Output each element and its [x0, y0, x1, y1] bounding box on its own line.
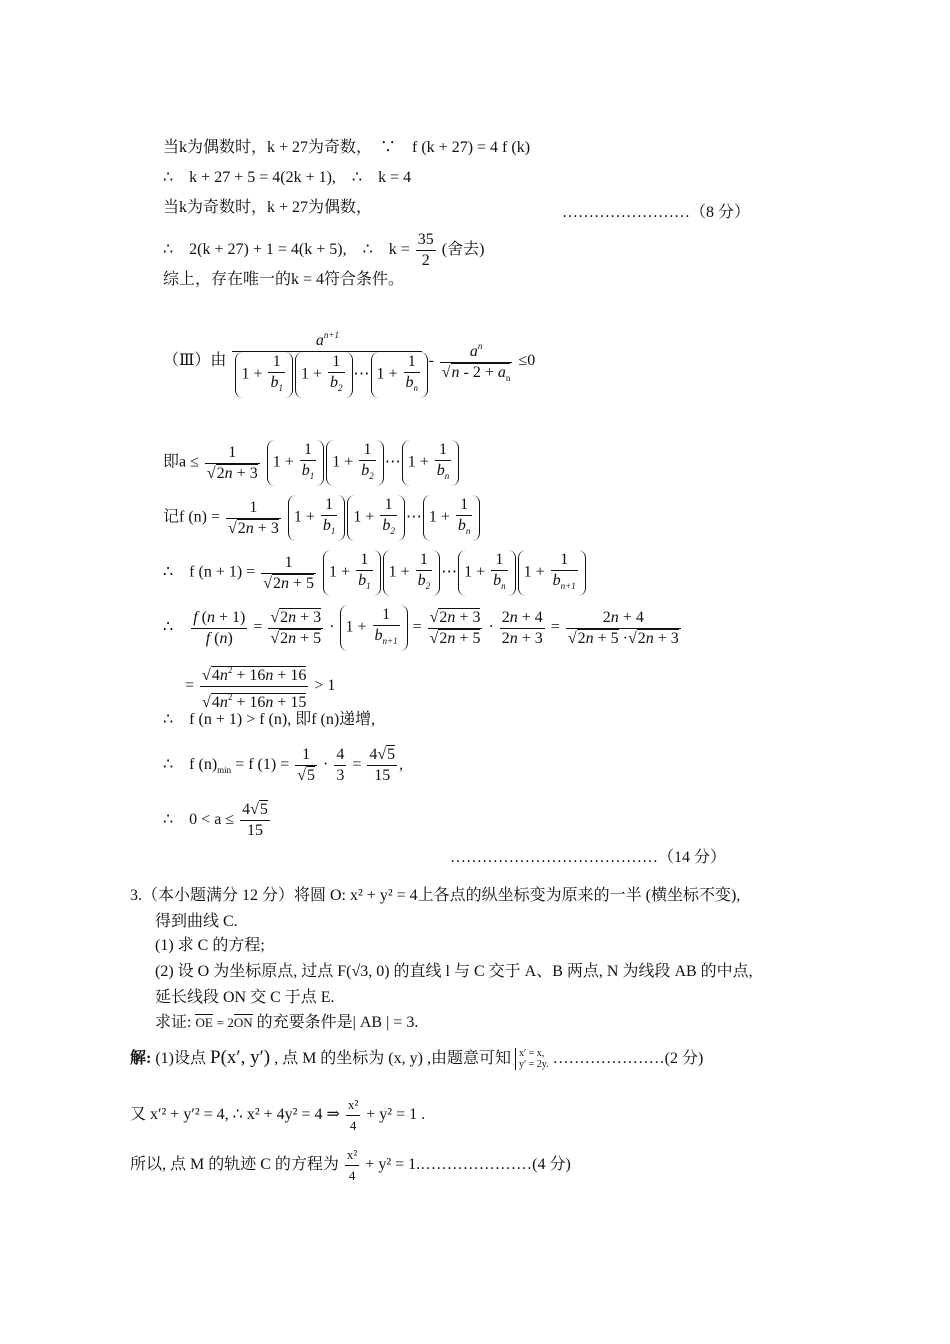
- text: ·: [323, 756, 329, 774]
- eq2: y′ = 2y.: [518, 1059, 549, 1071]
- text: 求证:: [155, 1014, 192, 1031]
- text: ∴ 2(k + 27) + 1 = 4(k + 5), ∴ k =: [163, 241, 410, 259]
- text: ·: [329, 618, 335, 636]
- problem-3-part2: (2) 设 O 为坐标原点, 过点 F(√3, 0) 的直线 l 与 C 交于 A、B 两点, N 为线段 AB 的中点,: [155, 963, 753, 980]
- part3-inequality: （Ⅲ）由 $a^{n+1}$ 1 + $\frac{1}{b_1}$ 1 + $\frac{1}{b_2}$ ⋯ 1 + $\frac{1}{b_n}$ - $\frac{a^n}{√n - 2 + a_n}$ ≤0: [163, 325, 535, 398]
- text: (1)设点: [155, 1050, 207, 1067]
- line-odd-case: 当k为奇数时，k + 27为偶数，: [163, 199, 373, 216]
- line-f-n-plus-1: ∴ f (n + 1) = $\frac{1}{√2n + 5}$ 1 + $\frac{1}{b_1}$ 1 + $\frac{1}{b_2}$ ⋯ 1 + $\frac{1}{b_n}$ 1 + $\frac{1}{b_{n+1}}$: [163, 550, 587, 596]
- solution-label: 解:: [130, 1050, 152, 1067]
- den: 2: [416, 250, 436, 271]
- num: x²: [346, 1147, 358, 1162]
- text: + y² = 1.…………………(4 分): [365, 1156, 571, 1174]
- sub: min: [217, 765, 232, 776]
- solution-line-2: [130, 1095, 425, 1136]
- text: 即a ≤: [163, 453, 199, 471]
- problem-3-part2b: 延长线段 ON 交 C 于点 E.: [155, 989, 335, 1006]
- text: ∴ f (n): [163, 756, 218, 774]
- text: （Ⅲ）由: [163, 352, 227, 370]
- line-even-case: 当k为偶数时，k + 27为奇数， ∵ f (k + 27) = 4 f (k): [163, 139, 531, 156]
- line-a-range: ∴ 0 < a ≤ $\frac{4√5}{15}$: [163, 801, 268, 839]
- num: x²: [347, 1097, 359, 1112]
- problem-3-stem: 3.（本小题满分 12 分）将圆 O: x² + y² = 4上各点的纵坐标变为原来的一半 (横坐标不变),: [130, 887, 741, 904]
- num: $a^n$: [469, 340, 483, 360]
- line-k-equals-4: ∴ k + 27 + 5 = 4(2k + 1), ∴ k = 4: [163, 169, 412, 186]
- line-a-le: 即a ≤ $\frac{1}{√2n + 3}$ 1 + $\frac{1}{b_1}$ 1 + $\frac{1}{b_2}$ ⋯ 1 + $\frac{1}{b_n}$: [163, 440, 460, 486]
- num: 35: [417, 231, 434, 248]
- text: ∴: [163, 618, 174, 636]
- text: ·: [488, 618, 494, 636]
- text: =: [550, 618, 560, 636]
- fraction: [440, 336, 513, 388]
- solution-line-3: [130, 1145, 571, 1186]
- text: 又 x′² + y′² = 4, ∴ x² + 4y² = 4 ⇒: [130, 1106, 340, 1124]
- den: 1 + $\frac{1}{b_1}$ 1 + $\frac{1}{b_2}$ ⋯ 1 + $\frac{1}{b_n}$: [232, 351, 422, 398]
- line-conclusion: 综上，存在唯一的k = 4符合条件。: [163, 271, 405, 288]
- problem-3-prove: [155, 1013, 418, 1033]
- text: =: [412, 618, 422, 636]
- text: > 1: [314, 677, 336, 695]
- text: , 点 M 的坐标为 (x, y) ,由题意可知: [274, 1050, 511, 1067]
- text: 的充要条件是| AB | = 3.: [256, 1014, 419, 1031]
- num: $a^{n+1}$: [315, 330, 339, 349]
- text: =: [253, 618, 263, 636]
- score-8: ……………………（8 分）: [562, 204, 751, 221]
- text: ,: [399, 756, 404, 774]
- fraction: $\frac{1}{√2n + 3}$: [228, 498, 279, 537]
- line-ratio: ∴ $\frac{f (n + 1)}{f (n)}$ = $\frac{√2n + 3}{√2n + 5}$ · 1 + $\frac{1}{b_{n+1}}$ = $\frac{√2n + 3}{√2n + 5}$ · $\frac{2n + 4}{2n + 3}$ = $\frac{2n + 4}{√2n + 5 \cdot√2n + 3}$: [163, 605, 683, 651]
- point-p: P(x′, y′): [210, 1047, 271, 1068]
- line-define-f: 记f (n) = $\frac{1}{√2n + 3}$ 1 + $\frac{1}{b_1}$ 1 + $\frac{1}{b_2}$ ⋯ 1 + $\frac{1}{b_n}$: [163, 495, 481, 541]
- score-2: …………………(2 分): [552, 1050, 704, 1067]
- problem-3-line2: 得到曲线 C.: [155, 913, 238, 930]
- text: = 2: [216, 1015, 234, 1030]
- text: ≤0: [518, 352, 536, 370]
- text: ∴ 0 < a ≤: [163, 811, 235, 829]
- text: =: [352, 756, 362, 774]
- score-14: …………………………………（14 分）: [450, 849, 727, 866]
- den: 4: [346, 1115, 360, 1136]
- text: =: [185, 677, 195, 695]
- den: $√n - 2 + a_n$: [440, 362, 513, 388]
- vector-on: ON: [233, 1015, 253, 1030]
- text: ∴ f (n + 1) =: [163, 563, 256, 581]
- problem-3-part1: (1) 求 C 的方程;: [155, 937, 265, 954]
- den: 4: [345, 1165, 359, 1186]
- fraction: $\frac{1}{√2n + 5}$: [263, 553, 315, 592]
- solution-line-1: [130, 1048, 703, 1070]
- fraction: [416, 230, 436, 271]
- vector-oe: OE: [195, 1015, 213, 1030]
- fraction: $\frac{1}{√2n + 3}$: [206, 443, 258, 482]
- fraction: [232, 325, 422, 398]
- line-k-35-2: [163, 230, 484, 271]
- text: + y² = 1 .: [366, 1106, 426, 1124]
- text: 记f (n) =: [163, 508, 221, 526]
- text: (舍去): [441, 241, 485, 259]
- line-f-min: ∴ f $(n)_{min} = f$ (1) = $\frac{1}{√5}$ · $\frac{4}{3}$ = $\frac{4√5}{15}$ ,: [163, 746, 404, 784]
- text: 所以, 点 M 的轨迹 C 的方程为: [130, 1156, 339, 1174]
- line-ratio-gt-1: = $\frac{√4n^2 + 16n + 16}{√4n^2 + 16n + 15}$ > 1: [185, 665, 336, 711]
- eq1: x′ = x,: [518, 1048, 545, 1060]
- text: = f (1) =: [235, 756, 290, 774]
- line-increasing: ∴ f (n + 1) > f (n), 即f (n)递增,: [163, 711, 376, 728]
